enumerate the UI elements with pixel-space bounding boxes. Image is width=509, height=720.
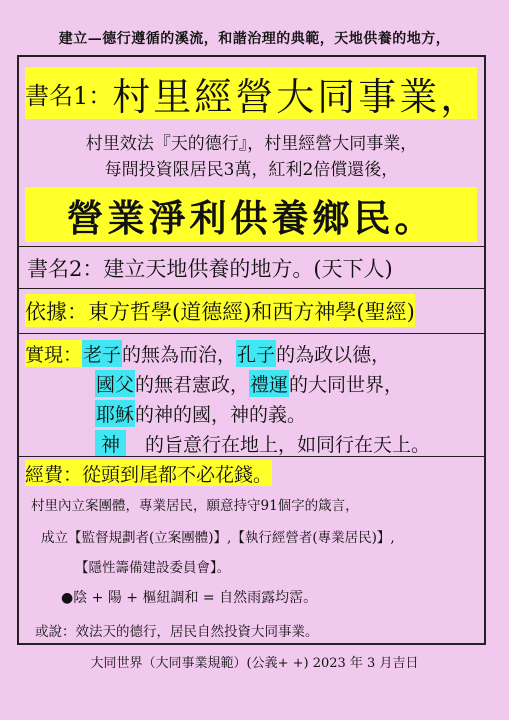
book1-title-bar <box>25 67 482 119</box>
realize-row-4 <box>95 429 430 457</box>
funding-line4: ●陰 + 陽 + 樞紐調和 = 自然雨露均霑。 <box>61 590 318 606</box>
header-line: 建立—德行遵循的溪流，和諧治理的典範，天地供養的地方， <box>58 31 451 47</box>
basis-text: 東方哲學(道德經)和西方神學(聖經) <box>88 299 415 324</box>
book2-title: 書名2：建立天地供養的地方。(天下人) <box>27 257 393 281</box>
book1-line1: 村里效法『天的德行』，村里經營大同事業， <box>85 134 418 154</box>
realize-row-3 <box>95 399 306 427</box>
realize-row-1 <box>25 339 390 367</box>
divider <box>19 246 484 247</box>
content-frame <box>17 55 486 645</box>
realize-highlight: 耶穌 <box>95 400 135 427</box>
book1-slogan: 營業淨利供養鄉民。 <box>25 187 477 242</box>
book1-title: 村里經營大同事業， <box>112 74 482 119</box>
divider <box>19 333 484 334</box>
funding-text: 從頭到尾都不必花錢。 <box>82 463 273 486</box>
basis-label: 依據： <box>25 299 88 324</box>
realize-text: 的為政以德， <box>276 343 391 366</box>
book1-line2: 每間投資限居民3萬，紅利2倍償還後， <box>104 160 399 180</box>
realize-text: 的旨意行在地上，如同行在天上。 <box>126 433 431 456</box>
realize-highlight: 孔子 <box>236 340 276 367</box>
funding-line1: 村里內立案團體，專業居民，願意持守91個字的箴言， <box>31 498 359 514</box>
realize-text: 的神的國，神的義。 <box>135 403 307 426</box>
realize-highlight: 國父 <box>95 370 135 397</box>
realize-highlight: 神 <box>95 430 126 457</box>
footer-line: 大同世界（大同事業規範）(公義+ +) 2023 年 3 月吉日 <box>90 656 419 671</box>
funding-line5: 或說：效法天的德行，居民自然投資大同事業。 <box>35 624 319 640</box>
realize-text: 的無為而治， <box>122 343 237 366</box>
funding-label: 經費： <box>25 463 83 486</box>
funding-row <box>25 460 272 486</box>
realize-text: 的大同世界， <box>289 373 404 396</box>
funding-line3: 【隱性籌備建設委員會】。 <box>75 560 231 576</box>
funding-line2: 成立【監督規劃者(立案團體)】,【執行經營者(專業居民)】, <box>41 530 395 546</box>
realize-text: 的無君憲政， <box>135 373 250 396</box>
realize-highlight: 老子 <box>82 340 122 367</box>
basis-row <box>25 294 415 327</box>
book1-prefix: 書名1： <box>25 81 113 110</box>
divider <box>19 288 484 289</box>
realize-label: 實現： <box>25 340 82 367</box>
divider <box>19 456 484 457</box>
realize-highlight: 禮運 <box>249 370 289 397</box>
realize-row-2 <box>95 369 403 397</box>
